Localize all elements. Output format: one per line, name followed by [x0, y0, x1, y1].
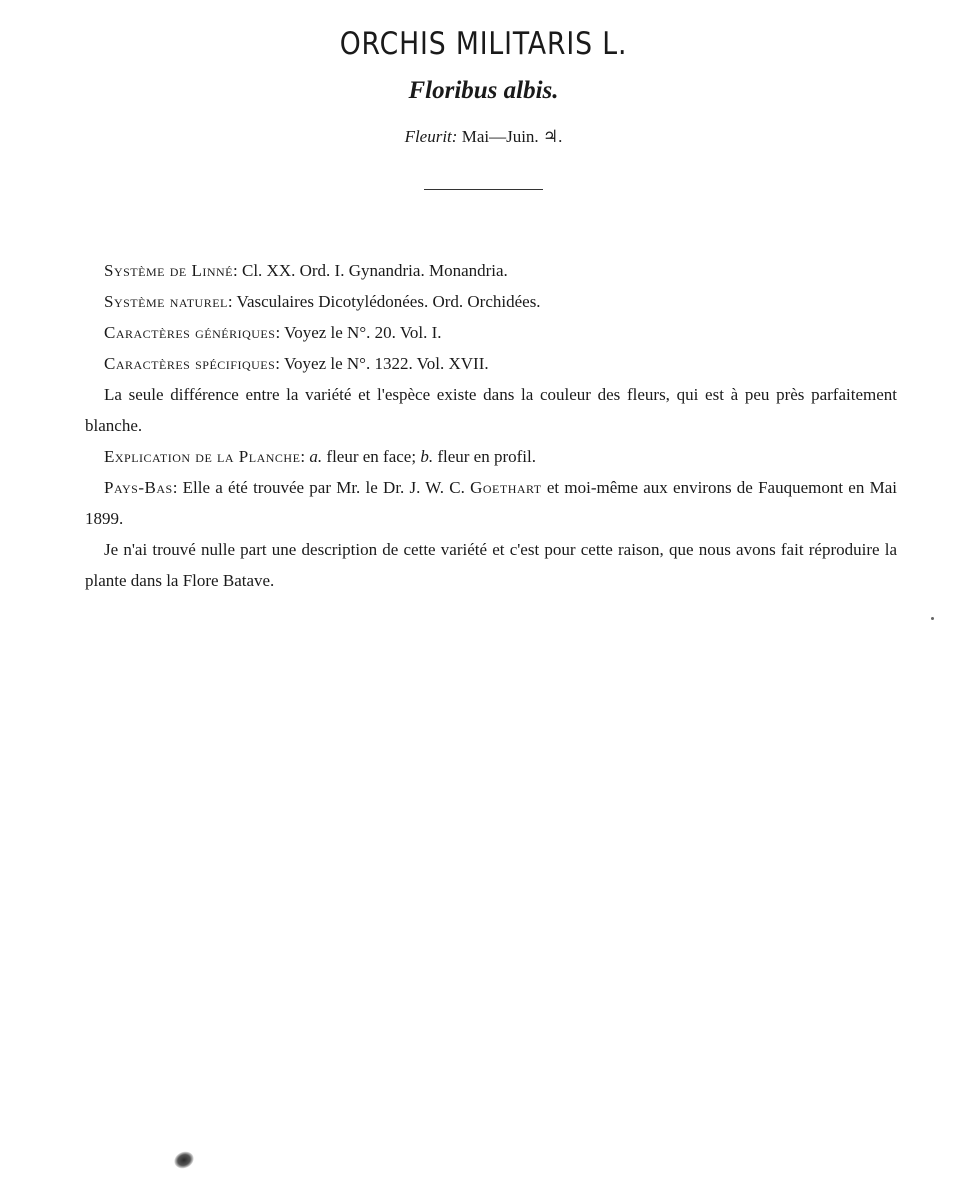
figure-letter-a: a.	[309, 447, 323, 466]
entry-pays-bas	[85, 472, 897, 534]
entry-label: Caractères spécifiques	[104, 354, 276, 373]
entry-generiques	[85, 317, 897, 348]
pays-bas-text-before: Elle a été trouvée par Mr. le Dr. J. W. C.	[182, 478, 471, 497]
entry-specifiques	[85, 348, 897, 379]
closing-paragraph: Je n'ai trouvé nulle part une description de cette variété et c'est pour cette raison, que nous avons fait réproduire la plante dans la Flore Batave.	[85, 540, 897, 590]
flowering-value: Mai—Juin. ♃.	[457, 127, 563, 146]
description-body	[85, 255, 897, 596]
entry-linne	[85, 255, 897, 286]
entry-separator: :	[275, 354, 284, 373]
flowering-period	[0, 127, 967, 147]
variety-subtitle: Floribus albis.	[408, 77, 559, 104]
entry-separator: :	[300, 447, 310, 466]
entry-separator: :	[275, 323, 285, 342]
entry-label: Système naturel	[104, 292, 228, 311]
entry-text: Cl. XX. Ord. I. Gynandria. Monandria.	[241, 261, 508, 280]
entry-text: Voyez le N°. 20. Vol. I.	[284, 323, 442, 342]
difference-paragraph: La seule différence entre la variété et l'espèce existe dans la couleur des fleurs, qui est à peu près parfaitement blanche.	[85, 385, 897, 435]
entry-label: Explication de la Planche	[104, 447, 301, 466]
divider-rule	[424, 189, 543, 190]
entry-label: Pays-Bas	[104, 478, 173, 497]
ink-blot	[172, 1149, 197, 1172]
paper-dot	[931, 617, 934, 620]
figure-caption-b: fleur en profil.	[433, 447, 536, 466]
figure-letter-b: b.	[420, 447, 434, 466]
entry-separator: :	[233, 261, 242, 280]
person-name: Goethart	[470, 478, 542, 497]
page-title: ORCHIS MILITARIS L.	[339, 26, 628, 62]
entry-text: Voyez le N°. 1322. Vol. XVII.	[283, 354, 489, 373]
entry-naturel	[85, 286, 897, 317]
entry-label: Système de Linné	[104, 261, 233, 280]
entry-text: Vasculaires Dicotylédonées. Ord. Orchidées.	[236, 292, 541, 311]
figure-caption-a: fleur en face;	[322, 447, 421, 466]
entry-separator: :	[172, 478, 183, 497]
entry-label: Caractères génériques	[104, 323, 276, 342]
entry-separator: :	[227, 292, 237, 311]
flowering-label: Fleurit:	[404, 127, 458, 146]
entry-explication	[85, 441, 897, 472]
pays-bas-text-after: et moi-même aux environs de Fauquemont en Mai 1899.	[85, 478, 897, 528]
